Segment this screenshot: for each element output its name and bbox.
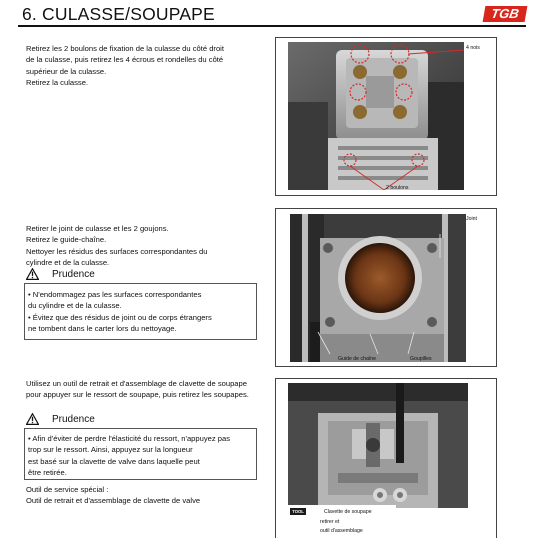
caution-line: être retirée. bbox=[28, 468, 67, 478]
caution-line: est basé sur la clavette de valve dans laquelle peut bbox=[28, 456, 200, 466]
caution-box bbox=[24, 428, 257, 480]
section2-text bbox=[26, 223, 208, 268]
caution-line: ne tombent dans le carter lors du nettoyage. bbox=[28, 324, 177, 334]
title-divider bbox=[18, 25, 526, 27]
cylinder-head-illustration bbox=[288, 42, 464, 190]
photo-label-chain-guide: Guide de chaîne bbox=[338, 356, 377, 362]
special-tool-text bbox=[26, 484, 200, 507]
photo-label-dowels: Goupilles bbox=[410, 356, 432, 362]
brand-logo: TGB bbox=[483, 6, 528, 22]
valve-tool-photo bbox=[288, 383, 468, 508]
special-tool-line: Outil de service spécial : bbox=[26, 485, 109, 494]
cylinder-illustration bbox=[290, 214, 466, 362]
caution-title: Prudence bbox=[52, 414, 95, 425]
valve-tool-photo-frame bbox=[275, 378, 497, 538]
section3-line: pour appuyer sur le ressort de soupape, puis retirez les soupapes. bbox=[26, 390, 249, 400]
section2-line: Retirer le joint de culasse et les 2 goujons. bbox=[26, 224, 169, 233]
caution-line: • Évitez que des résidus de joint ou de corps étrangers bbox=[28, 312, 212, 322]
photo-label-line3: outil d'assemblage bbox=[320, 528, 363, 534]
caution-title: Prudence bbox=[52, 269, 95, 280]
warning-icon bbox=[26, 413, 39, 425]
section1-line: Retirez la culasse. bbox=[26, 77, 89, 87]
caution-line: • Afin d'éviter de perdre l'élasticité du ressort, n'appuyez pas bbox=[28, 434, 231, 443]
section1-text bbox=[26, 43, 224, 88]
section2-line: Retirez le guide-chaîne. bbox=[26, 235, 107, 245]
section2-line: Nettoyer les résidus des surfaces correspondantes du bbox=[26, 246, 208, 256]
caution-line: du cylindre et de la culasse. bbox=[28, 301, 122, 311]
cylinder-photo bbox=[290, 214, 466, 362]
page-title: 6. CULASSE/SOUPAPE bbox=[22, 4, 215, 24]
photo-label-nuts: 4 nois bbox=[466, 45, 480, 51]
photo-label-bolts: 2 boulons bbox=[386, 185, 409, 191]
tool-tag-badge: TOOL bbox=[290, 508, 306, 515]
section2-line: cylindre et de la culasse. bbox=[26, 257, 110, 267]
section1-line: de la culasse, puis retirez les 4 écrous et rondelles du côté bbox=[26, 55, 224, 65]
caution-box bbox=[24, 283, 257, 340]
special-tool-line: Outil de retrait et d'assemblage de clavette de valve bbox=[26, 496, 201, 506]
section3-line: Utilisez un outil de retrait et d'assemblage de clavette de soupape bbox=[26, 379, 247, 388]
caution-line: trop sur le ressort. Ainsi, appuyez sur la longueur bbox=[28, 445, 193, 455]
cylinder-photo-frame bbox=[275, 208, 497, 367]
section1-line: supérieur de la culasse. bbox=[26, 66, 107, 76]
photo-label-line1: Clavette de soupape bbox=[324, 509, 372, 515]
section3-text bbox=[26, 378, 249, 401]
photo-label-line2: retirer et bbox=[320, 519, 340, 525]
caution-line: • N'endommagez pas les surfaces correspondantes bbox=[28, 290, 202, 299]
section1-line: Retirez les 2 boulons de fixation de la culasse du côté droit bbox=[26, 44, 224, 53]
warning-icon bbox=[26, 268, 39, 280]
cylinder-head-photo bbox=[288, 42, 464, 190]
valve-tool-illustration bbox=[288, 383, 468, 508]
cylinder-head-photo-frame bbox=[275, 37, 497, 196]
photo-label-gasket: Joint bbox=[466, 216, 477, 222]
